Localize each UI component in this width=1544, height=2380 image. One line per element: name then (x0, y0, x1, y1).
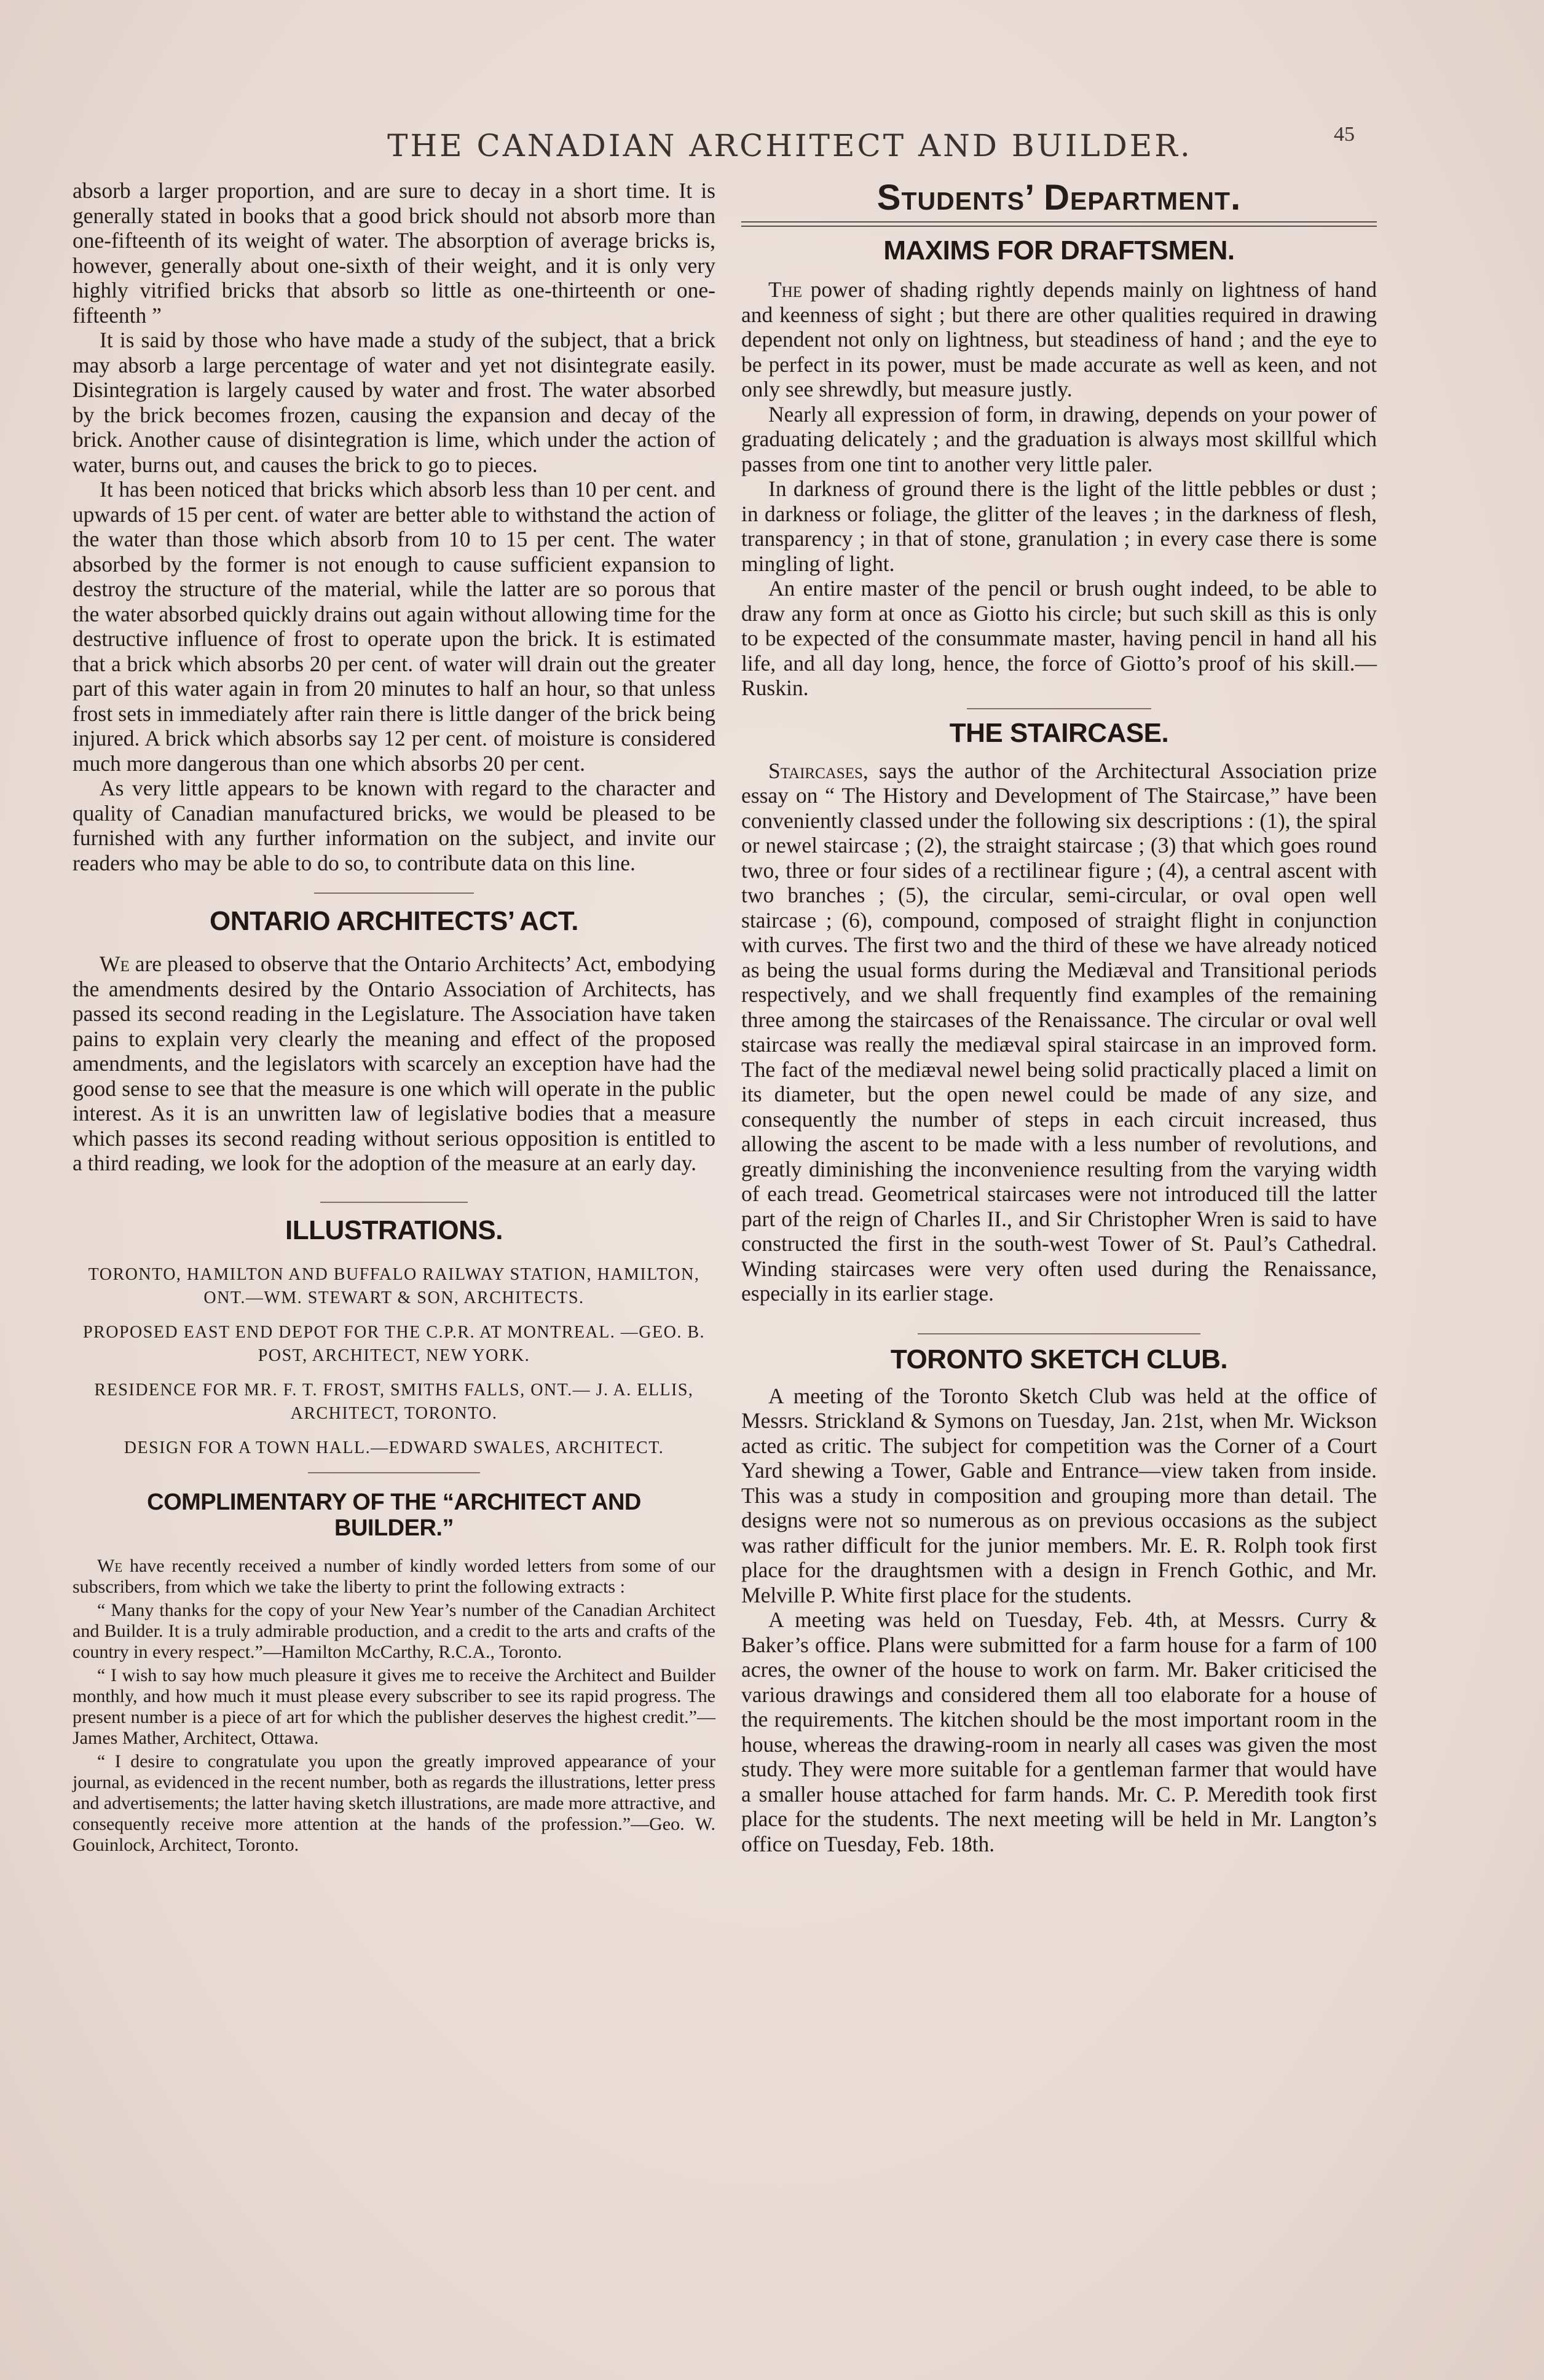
paragraph: It is said by those who have made a study of the subject, that a brick may absorb a large percentage of water and yet not disintegrate easily. Disintegration is largely caused by water and frost. The water absorbed by the brick becomes frozen, causing the expansion and decay of the brick. Another cause of disintegration is lime, which under the action of water, burns out, and causes the brick to go to pieces. (73, 328, 715, 477)
list-item: DESIGN FOR A TOWN HALL.—EDWARD SWALES, ARCHITECT. (124, 1438, 664, 1457)
paragraph: are pleased to observe that the Ontario Architects’ Act, embodying the amendments desired by the Ontario Association of Architects, has passed its second reading in the Legislature. The Association have taken pains to explain very clearly the meaning and effect of the proposed amendments, and the legislators with scarcely an exception have had the good sense to see that the measure is one which will operate in the public interest. As it is an unwritten law of legislative bodies that a measure which passes its second reading without serious opposition is entitled to a third reading, we look for the adoption of the measure at an early day. (73, 952, 715, 1175)
section-title: COMPLIMENTARY OF THE “ARCHITECT AND BUILDER.” (147, 1489, 641, 1541)
running-head: THE CANADIAN ARCHITECT AND BUILDER. (387, 128, 1192, 164)
section-divider (308, 1472, 480, 1473)
lead-word: The (768, 277, 803, 302)
complimentary (73, 1489, 715, 1856)
right-column (741, 178, 1377, 1856)
lead-word: We (100, 952, 130, 976)
list-item: PROPOSED EAST END DEPOT FOR THE C.P.R. AT MONTREAL. —GEO. B. POST, ARCHITECT, NEW YORK. (82, 1322, 706, 1365)
illustrations (73, 1215, 715, 1460)
lead-word: We (97, 1555, 123, 1576)
brick-article (73, 178, 715, 875)
section-title: MAXIMS FOR DRAFTSMEN. (883, 235, 1235, 266)
lead-word: Staircases, (768, 758, 868, 783)
letter-quote: “ I wish to say how much pleasure it gives me to receive the Architect and Builder monthly, and how much it must please every subscriber to see its rapid progress. The present number is a piece of art for which the publisher deserves the highest credit.”—James Mather, Architect, Ottawa. (73, 1665, 715, 1748)
section-title: ONTARIO ARCHITECTS’ ACT. (210, 906, 578, 936)
letter-quote: “ Many thanks for the copy of your New Year’s number of the Canadian Architect and Builder. It is a truly admirable production, and a credit to the arts and crafts of the country in every respect.”—Hamilton McCarthy, R.C.A., Toronto. (73, 1599, 715, 1662)
paragraph: In darkness of ground there is the light of the little pebbles or dust ; in darkness or foliage, the glitter of the leaves ; in the darkness of flesh, transparency ; in that of stone, granulation ; in every case there is some mingling of light. (741, 476, 1377, 576)
paragraph: power of shading rightly depends mainly on lightness of hand and keenness of sight ; but there are other qualities required in drawing dependent not only on lightness, but steadiness of hand ; and the eye to be perfect in its power, must be made accurate as well as keen, and not only see shrewdly, but measure justly. (741, 277, 1377, 401)
section-title: TORONTO SKETCH CLUB. (890, 1344, 1228, 1374)
paragraph: It has been noticed that bricks which absorb less than 10 per cent. and upwards of 15 per cent. of water are better able to withstand the action of the water than those which absorb from 10 to 15 per cent. The water absorbed by the former is not enough to cause sufficient expansion to destroy the structure of the material, while the latter are so porous that the water absorbed quickly drains out again without allowing time for the destructive influence of frost to operate upon the brick. It is estimated that a brick which absorbs 20 per cent. of water will drain out the greater part of this water again in from 20 minutes to half an hour, so that unless frost sets in immediately after rain there is little danger of the brick being injured. A brick which absorbs say 12 per cent. of moisture is considered much more dangerous than one which absorbs 20 per cent. (73, 477, 715, 776)
paragraph: Nearly all expression of form, in drawing, depends on your power of graduating delicately ; and the graduation is always most skillful which passes from one tint to another very little paler. (741, 401, 1377, 476)
paragraph: have recently received a number of kindly worded letters from some of our subscribers, from which we take the liberty to print the following extracts : (73, 1555, 715, 1597)
illustrations-list (73, 1263, 715, 1460)
left-column (73, 178, 715, 1858)
toronto-sketch-club (741, 1344, 1377, 1857)
section-divider (967, 708, 1151, 709)
section-title: ILLUSTRATIONS. (285, 1215, 503, 1245)
maxims-for-draftsmen (741, 235, 1377, 701)
ontario-architects-act (73, 906, 715, 1176)
list-item: TORONTO, HAMILTON AND BUFFALO RAILWAY STATION, HAMILTON, ONT.—WM. STEWART & SON, ARCHITECTS. (88, 1264, 700, 1307)
page-number: 45 (1334, 123, 1355, 146)
section-divider (918, 1333, 1200, 1334)
department-rule (741, 221, 1377, 227)
letter-quote: “ I desire to congratulate you upon the greatly improved appearance of your journal, as evidenced in the recent number, both as regards the illustrations, letter press and advertisements; the latter having sketch illustrations, are made more attractive, and consequently receive more attention at the hands of the profession.”—Geo. W. Gouinlock, Architect, Toronto. (73, 1751, 715, 1855)
paragraph: As very little appears to be known with regard to the character and quality of Canadian manufactured bricks, we would be pleased to be furnished with any further information on the subject, and invite our readers who may be able to do so, to contribute data on this line. (73, 776, 715, 875)
page-header (68, 123, 1438, 166)
paragraph: A meeting was held on Tuesday, Feb. 4th, at Messrs. Curry & Baker’s office. Plans were submitted for a farm house for a farm of 100 acres, the owner of the house to work on farm. Mr. Baker criticised the various drawings and considered them all too elaborate for a house of the requirements. The kitchen should be the most important room in the house, whereas the drawing-room in nearly all cases was given the most study. They were more suitable for a gentleman farmer that would have a smaller house attached for farm hands. Mr. C. P. Meredith took first place for the students. The next meeting will be held in Mr. Langton’s office on Tuesday, Feb. 18th. (741, 1607, 1377, 1856)
department-title: Students’ Department. (876, 178, 1242, 218)
section-title: THE STAIRCASE. (949, 717, 1169, 748)
list-item: RESIDENCE FOR MR. F. T. FROST, SMITHS FALLS, ONT.— J. A. ELLIS, ARCHITECT, TORONTO. (94, 1380, 694, 1423)
section-divider (314, 892, 474, 894)
paragraph: A meeting of the Toronto Sketch Club was held at the office of Messrs. Strickland & Symons on Tuesday, Jan. 21st, when Mr. Wickson acted as critic. The subject for competition was the Corner of a Court Yard shewing a Tower, Gable and Entrance—view taken from inside. This was a study in composition and grouping more than detail. The designs were not so numerous as on previous occasions as the subject was rather difficult for the junior members. Mr. E. R. Rolph took first place for the draughtsmen with a design in French Gothic, and Mr. Melville P. White first place for the students. (741, 1383, 1377, 1607)
paragraph: An entire master of the pencil or brush ought indeed, to be able to draw any form at once as Giotto his circle; but such skill as this is only to be expected of the consummate master, having pencil in hand all his life, and all day long, hence, the force of Giotto’s proof of his skill.—Ruskin. (741, 576, 1377, 700)
section-divider (320, 1202, 468, 1203)
paragraph: says the author of the Architectural Association prize essay on “ The History and Development of The Staircase,” have been conveniently classed under the following six descriptions : (1), the spiral or newel staircase ; (2), the straight staircase ; (3) that which goes round two, three or four sides of a rectilinear figure ; (4), a central ascent with two branches ; (5), the circular, semi-circular, or oval open well staircase ; (6), compound, composed of straight flight in conjunction with curves. The first two and the third of these we have already noticed as being the usual forms during the Mediæval and Transitional periods respectively, and we shall frequently find examples of the remaining three among the staircases of the Renaissance. The circular or oval well staircase was really the mediæval spiral staircase in an improved form. The fact of the mediæval newel being solid practically placed a limit on its diameter, but the open newel could be made of any size, and consequently the number of steps in each circuit increased, thus allowing the ascent to be made with a less number of revolutions, and greatly diminishing the inconvenience resulting from the varying width of each tread. Geometrical staircases were not introduced till the latter part of the reign of Charles II., and Sir Christopher Wren is said to have constructed the first in the south-west Tower of St. Paul’s Cathedral. Winding staircases were very often used during the Renaissance, especially in its earlier stage. (741, 758, 1377, 1306)
paragraph: absorb a larger proportion, and are sure to decay in a short time. It is generally stated in books that a good brick should not absorb more than one-fifteenth of its weight of water. The absorption of average bricks is, however, generally about one-sixth of their weight, and it is only very highly vitrified bricks that absorb so little as one-thirteenth or one-fifteenth ” (73, 178, 715, 328)
the-staircase (741, 718, 1377, 1306)
